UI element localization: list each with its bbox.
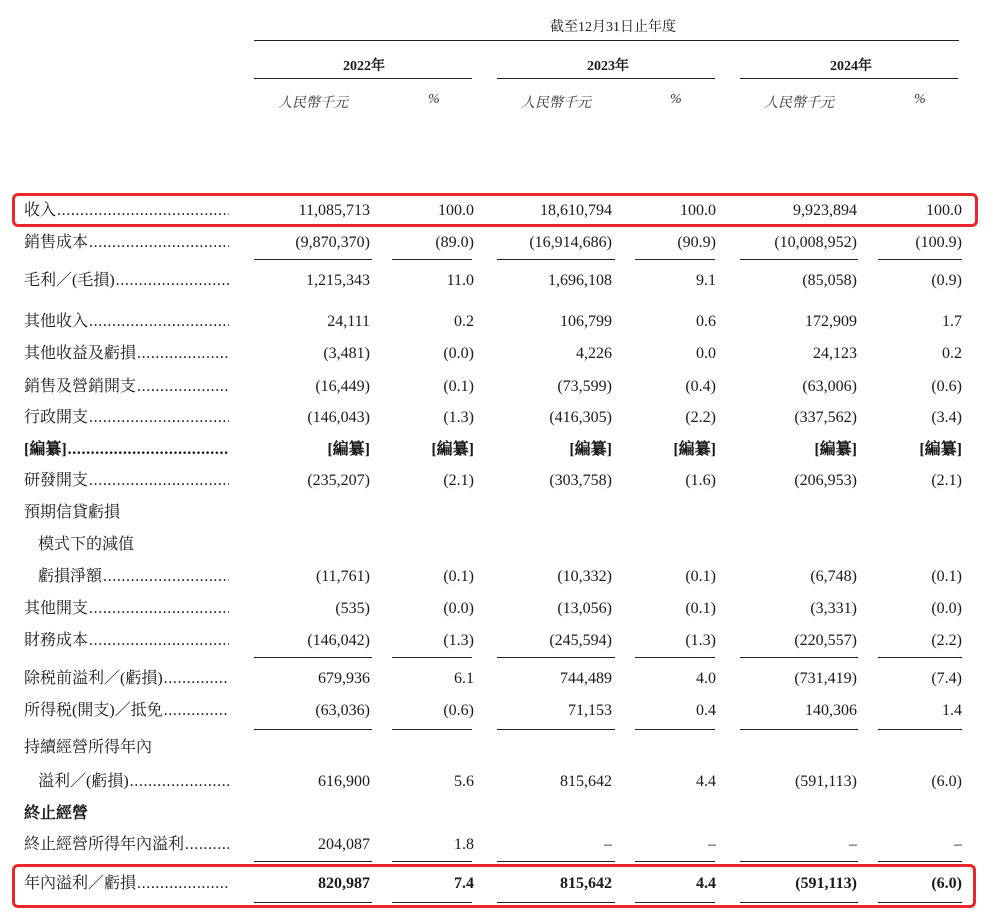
value-2024-pct: 0.2 xyxy=(942,345,962,362)
table-row-other-income xyxy=(0,307,990,337)
pct-label-2022: % xyxy=(428,92,440,107)
value-2023-pct: 4.0 xyxy=(696,670,716,687)
value-2024-pct: [編纂] xyxy=(919,441,962,458)
subtotal-rule-c6 xyxy=(878,861,962,862)
row-label: 其他收入 ..... xyxy=(24,307,229,337)
value-2022-amount: (146,042) xyxy=(307,632,370,649)
row-label: 行政開支 ..... xyxy=(24,403,229,433)
value-2024-amount: [編纂] xyxy=(814,441,857,458)
year-rule-2022 xyxy=(254,78,472,79)
value-2022-amount: 204,087 xyxy=(318,836,370,853)
value-2023-pct: 9.1 xyxy=(696,272,716,289)
table-row-redacted xyxy=(0,435,990,465)
value-2024-amount: (6,748) xyxy=(810,568,857,585)
subtotal-rule-c3 xyxy=(497,259,615,260)
table-row-other-expenses xyxy=(0,594,990,624)
value-2022-pct: 7.4 xyxy=(454,875,474,892)
value-2024-pct: (0.0) xyxy=(931,600,962,617)
subtotal-rule-c2 xyxy=(392,861,472,862)
header-rule-top xyxy=(254,40,959,41)
highlight-box-profit-for-year xyxy=(12,864,976,908)
value-2022-pct: 0.2 xyxy=(454,313,474,330)
value-2022-amount: (235,207) xyxy=(307,472,370,489)
value-2022-pct: 1.8 xyxy=(454,836,474,853)
value-2022-amount: (535) xyxy=(335,600,370,617)
value-2022-amount: 24,111 xyxy=(327,313,370,330)
subtotal-rule-c4 xyxy=(635,259,715,260)
subtotal-rule-c5 xyxy=(740,259,858,260)
value-2022-pct: (0.6) xyxy=(443,702,474,719)
value-2023-pct: 4.4 xyxy=(696,773,716,790)
row-label: 年內溢利／虧損 ..... xyxy=(24,869,229,899)
value-2024-amount: (63,006) xyxy=(802,378,857,395)
value-2024-amount: 24,123 xyxy=(813,345,857,362)
row-label: 收入 ..... xyxy=(24,196,229,226)
value-2024-amount: (206,953) xyxy=(794,472,857,489)
value-2024-amount: (10,008,952) xyxy=(774,234,857,251)
period-title: 截至12月31日止年度 xyxy=(550,20,676,35)
table-row-rnd xyxy=(0,466,990,496)
row-label: 溢利／(虧損) ..... xyxy=(38,767,229,797)
row-label: 其他開支 ..... xyxy=(24,594,229,624)
value-2024-pct: (6.0) xyxy=(931,773,962,790)
value-2023-amount: 71,153 xyxy=(568,702,612,719)
table-row-profit-before-tax xyxy=(0,664,990,694)
value-2024-pct: 1.4 xyxy=(942,702,962,719)
table-row-finance-costs xyxy=(0,626,990,656)
row-label: 模式下的減值 xyxy=(38,536,135,553)
value-2022-amount: [編纂] xyxy=(327,441,370,458)
value-2023-pct: (2.2) xyxy=(685,409,716,426)
unit-label-2023: 人民幣千元 xyxy=(521,96,591,111)
value-2022-pct: (0.1) xyxy=(443,568,474,585)
value-2023-pct: 0.6 xyxy=(696,313,716,330)
value-2022-amount: (63,036) xyxy=(315,702,370,719)
value-2024-amount: (731,419) xyxy=(794,670,857,687)
subtotal-rule-c2 xyxy=(392,657,472,658)
highlight-box-revenue xyxy=(12,193,978,227)
row-label: 終止經營所得年內溢利 ..... xyxy=(24,830,229,860)
value-2024-amount: – xyxy=(849,836,857,853)
row-label: 其他收益及虧損 ..... xyxy=(24,339,229,369)
value-2024-amount: 172,909 xyxy=(805,313,857,330)
row-label: [編纂] ..... xyxy=(24,435,229,465)
value-2023-pct: – xyxy=(708,836,716,853)
subtotal-rule-c6 xyxy=(878,259,962,260)
value-2023-amount: (73,599) xyxy=(557,378,612,395)
value-2022-amount: (3,481) xyxy=(323,345,370,362)
row-label: 終止經營 xyxy=(24,805,89,822)
value-2023-pct: 0.4 xyxy=(696,702,716,719)
subtotal-rule-c1 xyxy=(254,657,372,658)
value-2023-amount: 744,489 xyxy=(560,670,612,687)
value-2024-pct: (2.1) xyxy=(931,472,962,489)
value-2023-amount: (13,056) xyxy=(557,600,612,617)
value-2024-pct: (3.4) xyxy=(931,409,962,426)
row-label: 預期信貸虧損 xyxy=(24,504,121,521)
value-2023-pct: (1.6) xyxy=(685,472,716,489)
row-label: 研發開支 ..... xyxy=(24,466,229,496)
value-2022-pct: (1.3) xyxy=(443,632,474,649)
value-2023-amount: 18,610,794 xyxy=(540,202,612,219)
value-2023-amount: 4,226 xyxy=(576,345,612,362)
table-row-impairment-net xyxy=(0,562,990,592)
subtotal-rule-c6 xyxy=(878,657,962,658)
value-2023-pct: (0.4) xyxy=(685,378,716,395)
subtotal-rule-c1 xyxy=(254,861,372,862)
value-2024-pct: (0.6) xyxy=(931,378,962,395)
value-2022-amount: 1,215,343 xyxy=(306,272,370,289)
value-2024-pct: (6.0) xyxy=(931,875,962,892)
table-row-income-tax xyxy=(0,696,990,726)
value-2023-pct: (0.1) xyxy=(685,600,716,617)
value-2023-amount: – xyxy=(604,836,612,853)
value-2024-amount: (220,557) xyxy=(794,632,857,649)
unit-label-2024: 人民幣千元 xyxy=(764,96,834,111)
value-2022-pct: (1.3) xyxy=(443,409,474,426)
value-2024-amount: 140,306 xyxy=(805,702,857,719)
unit-label-2022: 人民幣千元 xyxy=(278,96,348,111)
value-2022-amount: (9,870,370) xyxy=(295,234,370,251)
value-2023-pct: [編纂] xyxy=(673,441,716,458)
subtotal-rule-c5 xyxy=(740,657,858,658)
table-row-administrative xyxy=(0,403,990,433)
subtotal-rule-c5 xyxy=(740,729,858,730)
value-2023-amount: 106,799 xyxy=(560,313,612,330)
table-row-continuing-profit xyxy=(0,767,990,797)
row-label: 持續經營所得年內 xyxy=(24,739,153,756)
pct-label-2023: % xyxy=(670,92,682,107)
subtotal-rule-c3 xyxy=(497,861,615,862)
value-2024-pct: 1.7 xyxy=(942,313,962,330)
row-label: 銷售成本 ..... xyxy=(24,228,229,258)
value-2023-pct: 100.0 xyxy=(680,202,716,219)
table-row-ecl-line1 xyxy=(0,498,990,528)
value-2022-pct: 100.0 xyxy=(438,202,474,219)
year-2022: 2022年 xyxy=(343,59,385,74)
value-2022-pct: (0.0) xyxy=(443,600,474,617)
value-2024-amount: (591,113) xyxy=(794,773,857,790)
value-2022-pct: 11.0 xyxy=(446,272,474,289)
subtotal-rule-c3 xyxy=(497,657,615,658)
value-2023-pct: 0.0 xyxy=(696,345,716,362)
table-row-continuing-line1 xyxy=(0,733,990,763)
subtotal-rule-c5 xyxy=(740,861,858,862)
value-2024-pct: (100.9) xyxy=(915,234,962,251)
value-2022-pct: (0.1) xyxy=(443,378,474,395)
table-row-selling-marketing xyxy=(0,372,990,402)
value-2024-pct: – xyxy=(954,836,962,853)
table-row-discontinued-heading xyxy=(0,799,990,829)
value-2024-pct: (0.1) xyxy=(931,568,962,585)
subtotal-rule-c6 xyxy=(878,729,962,730)
value-2023-amount: 1,696,108 xyxy=(548,272,612,289)
year-2024: 2024年 xyxy=(830,59,872,74)
value-2022-pct: (0.0) xyxy=(443,345,474,362)
value-2024-amount: 9,923,894 xyxy=(793,202,857,219)
value-2022-amount: 679,936 xyxy=(318,670,370,687)
table-row-ecl-line2 xyxy=(0,530,990,560)
value-2024-pct: (0.9) xyxy=(931,272,962,289)
subtotal-rule-c2 xyxy=(392,729,472,730)
row-label: 銷售及營銷開支 ..... xyxy=(24,372,229,402)
row-label: 毛利／(毛損) ..... xyxy=(24,266,229,296)
subtotal-rule-c2 xyxy=(392,259,472,260)
value-2024-amount: (85,058) xyxy=(802,272,857,289)
row-label: 財務成本 ..... xyxy=(24,626,229,656)
value-2022-pct: [編纂] xyxy=(431,441,474,458)
value-2023-amount: (245,594) xyxy=(549,632,612,649)
value-2023-pct: 4.4 xyxy=(696,875,716,892)
value-2024-amount: (591,113) xyxy=(795,875,857,892)
value-2022-amount: 616,900 xyxy=(318,773,370,790)
value-2024-pct: (2.2) xyxy=(931,632,962,649)
value-2024-pct: 100.0 xyxy=(926,202,962,219)
table-row-other-gains-losses xyxy=(0,339,990,369)
value-2023-amount: (16,914,686) xyxy=(529,234,612,251)
subtotal-rule-c1 xyxy=(254,729,372,730)
table-row-discontinued-profit xyxy=(0,830,990,860)
value-2023-amount: (303,758) xyxy=(549,472,612,489)
value-2022-amount: (146,043) xyxy=(307,409,370,426)
row-label: 除税前溢利／(虧損) ..... xyxy=(24,664,229,694)
value-2023-pct: (90.9) xyxy=(677,234,716,251)
subtotal-rule-c4 xyxy=(635,657,715,658)
value-2024-pct: (7.4) xyxy=(931,670,962,687)
table-row-cost-of-sales xyxy=(0,228,990,258)
value-2022-amount: (16,449) xyxy=(315,378,370,395)
table-row-gross-profit xyxy=(0,266,990,296)
row-label: 所得税(開支)／抵免 ..... xyxy=(24,696,229,726)
subtotal-rule-c3 xyxy=(497,729,615,730)
year-2023: 2023年 xyxy=(587,59,629,74)
subtotal-rule-c4 xyxy=(635,861,715,862)
subtotal-rule-c4 xyxy=(635,729,715,730)
value-2022-amount: (11,761) xyxy=(315,568,370,585)
value-2022-pct: (89.0) xyxy=(435,234,474,251)
value-2024-amount: (3,331) xyxy=(810,600,857,617)
value-2023-pct: (0.1) xyxy=(685,568,716,585)
value-2022-pct: (2.1) xyxy=(443,472,474,489)
value-2022-pct: 6.1 xyxy=(454,670,474,687)
year-rule-2024 xyxy=(740,78,958,79)
value-2022-amount: 11,085,713 xyxy=(298,202,370,219)
value-2024-amount: (337,562) xyxy=(794,409,857,426)
row-label: 虧損淨額 ..... xyxy=(38,562,229,592)
pct-label-2024: % xyxy=(914,92,926,107)
value-2022-amount: 820,987 xyxy=(318,875,370,892)
value-2023-amount: (10,332) xyxy=(557,568,612,585)
value-2023-amount: [編纂] xyxy=(569,441,612,458)
value-2022-pct: 5.6 xyxy=(454,773,474,790)
value-2023-amount: (416,305) xyxy=(549,409,612,426)
value-2023-amount: 815,642 xyxy=(560,875,612,892)
value-2023-pct: (1.3) xyxy=(685,632,716,649)
subtotal-rule-c1 xyxy=(254,259,372,260)
value-2023-amount: 815,642 xyxy=(560,773,612,790)
year-rule-2023 xyxy=(497,78,715,79)
